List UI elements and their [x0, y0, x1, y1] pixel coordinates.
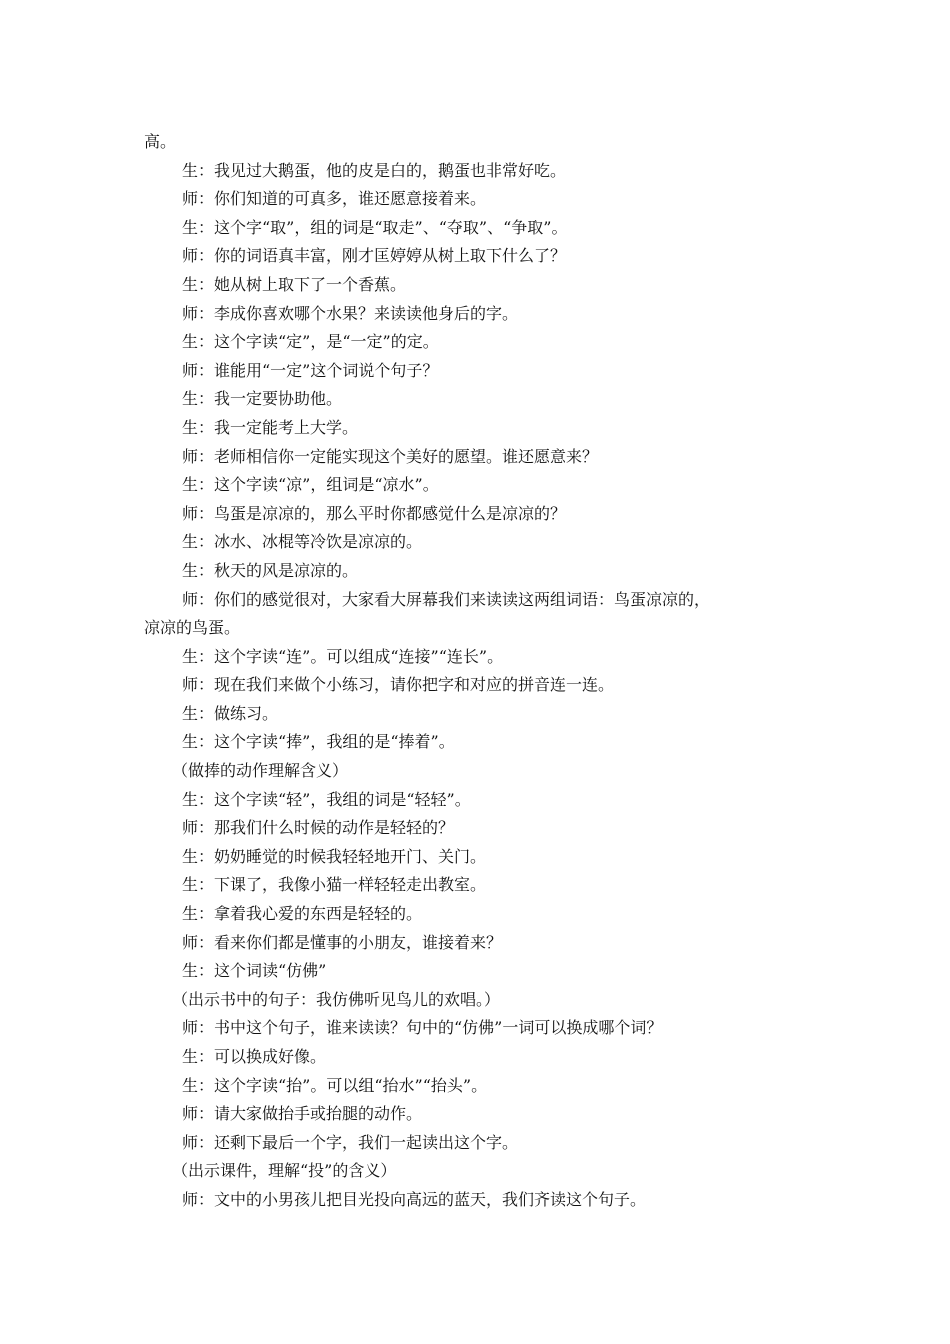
transcript-line: 生：这个字读“凉”，组词是“凉水”。 [182, 475, 439, 495]
transcript-line: 师：老师相信你一定能实现这个美好的愿望。谁还愿意来？ [182, 446, 599, 466]
transcript-line: 生：这个词读“仿佛” [182, 961, 327, 981]
transcript-line: 生：这个字读“定”，是“一定”的定。 [182, 332, 439, 352]
transcript-line: 生：冰水、冰棍等冷饮是凉凉的。 [182, 532, 423, 552]
transcript-line: 师：请大家做抬手或抬腿的动作。 [182, 1104, 423, 1124]
transcript-line: 师：谁能用“一定”这个词说个句子？ [182, 360, 439, 380]
transcript-line: 生：这个字读“连”。可以组成“连接”“连长”。 [182, 646, 504, 666]
transcript-line: 师：看来你们都是懂事的小朋友，谁接着来？ [182, 932, 503, 952]
transcript-line: 师：李成你喜欢哪个水果？来读读他身后的字。 [182, 303, 519, 323]
transcript-line: （出示书中的句子：我仿佛听见鸟儿的欢唱。） [172, 989, 501, 1009]
transcript-line: （做捧的动作理解含义） [172, 761, 349, 781]
transcript-line: 生：这个字读“轻”，我组的词是“轻轻”。 [182, 789, 471, 809]
transcript-line: 生：她从树上取下了一个香蕉。 [182, 274, 407, 294]
transcript-line: 师：你的词语真丰富，刚才匡婷婷从树上取下什么了？ [182, 246, 567, 266]
transcript-line: 生：拿着我心爱的东西是轻轻的。 [182, 904, 423, 924]
transcript-line: 师：现在我们来做个小练习，请你把字和对应的拼音连一连。 [182, 675, 615, 695]
lesson-transcript [144, 128, 824, 1215]
transcript-line: 生：这个字“取”，组的词是“取走”、“夺取”、“争取”。 [182, 217, 568, 237]
transcript-line: 生：我一定能考上大学。 [182, 417, 359, 437]
transcript-line: 生：这个字读“捧”，我组的是“捧着”。 [182, 732, 455, 752]
transcript-line: （出示课件，理解“投”的含义） [172, 1161, 397, 1181]
transcript-line: 师：书中这个句子，谁来读读？句中的“仿佛”一词可以换成哪个词？ [182, 1018, 663, 1038]
transcript-line: 师：鸟蛋是凉凉的，那么平时你都感觉什么是凉凉的？ [182, 503, 567, 523]
transcript-line: 生：我一定要协助他。 [182, 389, 343, 409]
transcript-line: 师：你们的感觉很对，大家看大屏幕我们来读读这两组词语：鸟蛋凉凉的， [182, 589, 711, 609]
transcript-line: 凉凉的鸟蛋。 [144, 618, 241, 638]
transcript-line: 生：奶奶睡觉的时候我轻轻地开门、关门。 [182, 846, 487, 866]
transcript-line: 高。 [144, 132, 177, 151]
transcript-line: 生：做练习。 [182, 703, 279, 723]
transcript-line: 师：文中的小男孩儿把目光投向高远的蓝天，我们齐读这个句子。 [182, 1189, 647, 1209]
transcript-line: 师：还剩下最后一个字，我们一起读出这个字。 [182, 1132, 519, 1152]
transcript-line: 生：我见过大鹅蛋，他的皮是白的，鹅蛋也非常好吃。 [182, 160, 567, 180]
transcript-line: 生：下课了，我像小猫一样轻轻走出教室。 [182, 875, 487, 895]
transcript-line: 师：你们知道的可真多，谁还愿意接着来。 [182, 189, 487, 209]
transcript-line: 生：可以换成好像。 [182, 1047, 327, 1066]
transcript-line: 师：那我们什么时候的动作是轻轻的？ [182, 818, 455, 838]
transcript-line: 生：这个字读“抬”。可以组“抬水”“抬头”。 [182, 1075, 488, 1095]
transcript-line: 生：秋天的风是凉凉的。 [182, 560, 359, 580]
